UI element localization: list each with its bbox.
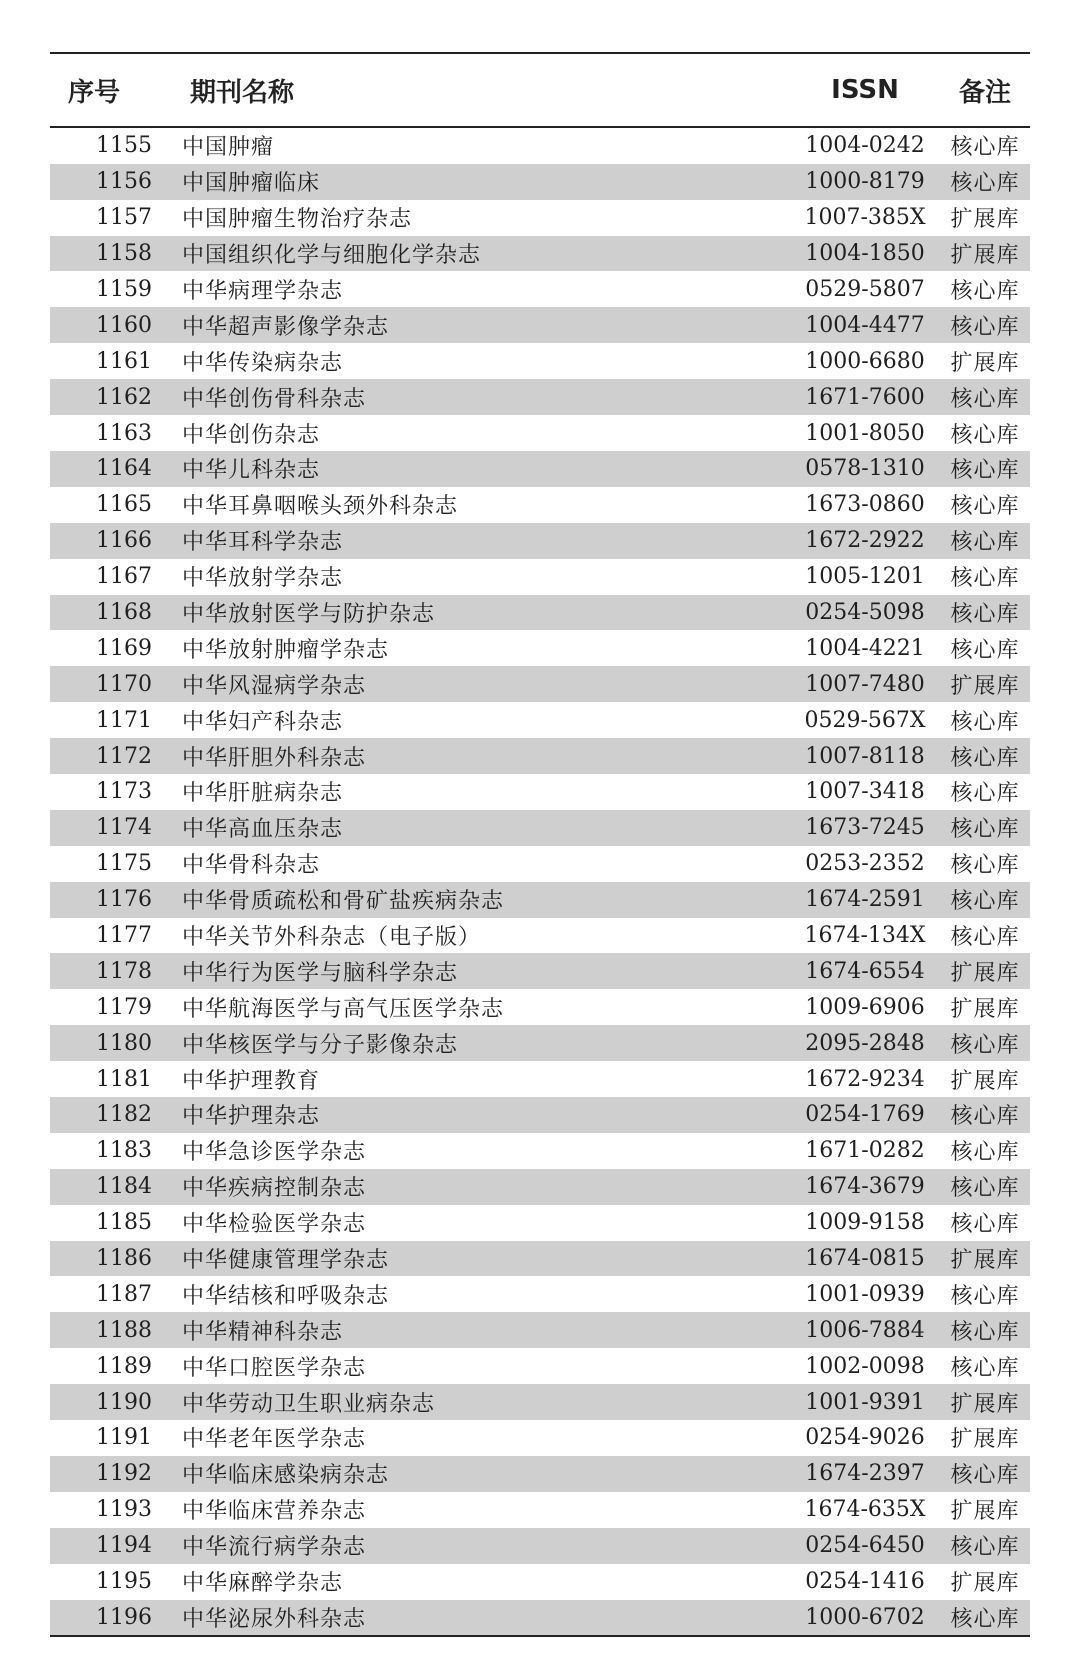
table-row: [50, 630, 1030, 666]
table-row: [50, 1564, 1030, 1600]
cell-journal-name: 中华超声影像学杂志: [182, 314, 390, 340]
header-remarks: 备注: [958, 77, 1011, 108]
table-row: [50, 451, 1030, 487]
table-row: [50, 1492, 1030, 1528]
cell-journal-name: 中华耳鼻咽喉头颈外科杂志: [182, 494, 459, 520]
cell-serial-number: 1168: [96, 599, 152, 625]
table-row: [50, 1528, 1030, 1564]
cell-serial-number: 1196: [96, 1604, 152, 1630]
cell-journal-name: 中华放射肿瘤学杂志: [182, 637, 390, 663]
cell-issn: 1000-8179: [805, 169, 925, 195]
cell-issn: 1001-8050: [805, 420, 925, 446]
cell-issn: 0253-2352: [805, 851, 925, 877]
cell-serial-number: 1183: [96, 1138, 152, 1164]
cell-remarks: 核心库: [950, 781, 1020, 807]
cell-journal-name: 中华麻醉学杂志: [182, 1571, 344, 1597]
cell-remarks: 扩展库: [950, 1391, 1020, 1417]
cell-remarks: 核心库: [950, 422, 1020, 448]
cell-issn: 0529-567X: [804, 707, 926, 733]
cell-issn: 1004-0242: [805, 133, 925, 159]
cell-issn: 0254-1416: [805, 1569, 925, 1595]
cell-remarks: 核心库: [950, 1032, 1020, 1058]
header-issn: ISSN: [831, 75, 899, 105]
table-bottom-rule: [50, 1635, 1030, 1637]
table-row: [50, 774, 1030, 810]
cell-issn: 1004-1850: [805, 241, 925, 267]
cell-serial-number: 1173: [96, 779, 152, 805]
cell-journal-name: 中华疾病控制杂志: [182, 1176, 367, 1202]
cell-serial-number: 1186: [96, 1246, 152, 1271]
table-row: [50, 1384, 1030, 1420]
cell-journal-name: 中华创伤杂志: [182, 422, 321, 448]
table-row: [50, 1169, 1030, 1205]
table-header: [50, 54, 1030, 126]
cell-journal-name: 中华核医学与分子影像杂志: [182, 1032, 459, 1058]
cell-journal-name: 中华耳科学杂志: [182, 530, 344, 556]
table-row: [50, 1277, 1030, 1313]
cell-issn: 1006-7884: [805, 1317, 925, 1343]
cell-issn: 1671-7600: [805, 384, 925, 410]
table-row: [50, 702, 1030, 738]
cell-journal-name: 中华临床营养杂志: [182, 1499, 367, 1525]
cell-serial-number: 1175: [96, 851, 152, 877]
table-row: [50, 379, 1030, 415]
table-row: [50, 559, 1030, 595]
cell-serial-number: 1166: [96, 528, 152, 554]
cell-remarks: 核心库: [950, 709, 1020, 735]
cell-issn: 0578-1310: [805, 456, 925, 482]
cell-remarks: 核心库: [950, 314, 1020, 340]
cell-remarks: 核心库: [950, 566, 1020, 592]
table-row: [50, 1600, 1030, 1636]
cell-serial-number: 1157: [96, 205, 152, 231]
cell-serial-number: 1164: [96, 456, 152, 482]
cell-remarks: 核心库: [950, 458, 1020, 484]
cell-journal-name: 中华泌尿外科杂志: [182, 1606, 367, 1632]
cell-serial-number: 1194: [96, 1533, 152, 1559]
cell-journal-name: 中国组织化学与细胞化学杂志: [182, 243, 482, 269]
cell-remarks: 核心库: [950, 1463, 1020, 1489]
cell-serial-number: 1189: [96, 1353, 152, 1379]
cell-serial-number: 1177: [96, 922, 152, 948]
cell-serial-number: 1180: [96, 1030, 152, 1056]
cell-journal-name: 中华行为医学与脑科学杂志: [182, 960, 459, 986]
cell-issn: 1671-0282: [805, 1138, 925, 1164]
cell-serial-number: 1167: [96, 564, 152, 590]
cell-remarks: 核心库: [950, 817, 1020, 843]
cell-remarks: 扩展库: [950, 243, 1020, 269]
cell-remarks: 核心库: [950, 1176, 1020, 1202]
cell-issn: 0529-5807: [805, 276, 925, 302]
table-row: [50, 1061, 1030, 1097]
cell-journal-name: 中华高血压杂志: [182, 817, 344, 843]
cell-issn: 1674-0815: [805, 1246, 925, 1271]
cell-serial-number: 1158: [96, 241, 152, 267]
cell-issn: 1009-9158: [805, 1210, 925, 1236]
cell-journal-name: 中华传染病杂志: [182, 350, 344, 376]
cell-remarks: 核心库: [950, 494, 1020, 520]
cell-issn: 1004-4221: [805, 635, 925, 661]
cell-issn: 1673-0860: [805, 492, 925, 518]
cell-remarks: 核心库: [950, 601, 1020, 627]
cell-serial-number: 1190: [96, 1389, 152, 1415]
table-row: [50, 810, 1030, 846]
cell-journal-name: 中华结核和呼吸杂志: [182, 1283, 390, 1309]
cell-serial-number: 1184: [96, 1174, 152, 1200]
table-row: [50, 164, 1030, 200]
cell-journal-name: 中华检验医学杂志: [182, 1212, 367, 1238]
cell-remarks: 扩展库: [950, 1427, 1020, 1453]
cell-serial-number: 1193: [96, 1497, 152, 1523]
table-row: [50, 1025, 1030, 1061]
cell-journal-name: 中华妇产科杂志: [182, 709, 344, 735]
cell-journal-name: 中国肿瘤: [182, 135, 275, 161]
cell-serial-number: 1195: [96, 1569, 152, 1595]
cell-serial-number: 1155: [96, 133, 152, 159]
table-row: [50, 415, 1030, 451]
cell-remarks: 扩展库: [950, 1499, 1020, 1525]
header-serial-number: 序号: [68, 77, 121, 108]
table-row: [50, 1420, 1030, 1456]
cell-serial-number: 1174: [96, 815, 152, 841]
cell-journal-name: 中华放射医学与防护杂志: [182, 601, 436, 627]
cell-journal-name: 中华创伤骨科杂志: [182, 386, 367, 412]
cell-serial-number: 1156: [96, 169, 152, 195]
cell-remarks: 扩展库: [950, 350, 1020, 376]
cell-journal-name: 中华劳动卫生职业病杂志: [182, 1391, 436, 1417]
cell-remarks: 核心库: [950, 637, 1020, 663]
cell-remarks: 核心库: [950, 1104, 1020, 1130]
cell-issn: 1000-6680: [805, 348, 925, 374]
cell-serial-number: 1191: [96, 1425, 152, 1451]
cell-remarks: 扩展库: [950, 673, 1020, 699]
table-row: [50, 236, 1030, 272]
cell-serial-number: 1179: [96, 994, 152, 1020]
cell-issn: 1004-4477: [805, 312, 925, 338]
cell-issn: 1673-7245: [805, 815, 925, 841]
cell-issn: 1672-2922: [805, 528, 925, 554]
cell-serial-number: 1169: [96, 635, 152, 661]
cell-remarks: 扩展库: [950, 960, 1020, 986]
cell-remarks: 扩展库: [950, 1571, 1020, 1597]
cell-serial-number: 1182: [96, 1102, 152, 1128]
table-row: [50, 128, 1030, 164]
table-row: [50, 307, 1030, 343]
cell-remarks: 核心库: [950, 1283, 1020, 1309]
table-row: [50, 666, 1030, 702]
cell-journal-name: 中华儿科杂志: [182, 458, 321, 484]
cell-serial-number: 1172: [96, 743, 152, 769]
cell-serial-number: 1162: [96, 384, 152, 410]
cell-journal-name: 中华急诊医学杂志: [182, 1140, 367, 1166]
cell-journal-name: 中华临床感染病杂志: [182, 1463, 390, 1489]
cell-journal-name: 中华关节外科杂志（电子版）: [182, 924, 482, 950]
cell-serial-number: 1165: [96, 492, 152, 518]
cell-remarks: 扩展库: [950, 1068, 1020, 1094]
cell-remarks: 核心库: [950, 1212, 1020, 1238]
cell-journal-name: 中华航海医学与高气压医学杂志: [182, 996, 505, 1022]
cell-issn: 1007-8118: [805, 743, 925, 769]
cell-journal-name: 中华肝脏病杂志: [182, 781, 344, 807]
cell-issn: 1009-6906: [805, 994, 925, 1020]
cell-issn: 0254-5098: [805, 599, 925, 625]
cell-journal-name: 中华健康管理学杂志: [182, 1248, 390, 1273]
cell-remarks: 核心库: [950, 1140, 1020, 1166]
table-row: [50, 487, 1030, 523]
table-row: [50, 738, 1030, 774]
cell-remarks: 核心库: [950, 1319, 1020, 1345]
cell-serial-number: 1161: [96, 348, 152, 374]
cell-serial-number: 1181: [96, 1066, 152, 1092]
cell-issn: 1005-1201: [805, 564, 925, 590]
cell-journal-name: 中国肿瘤生物治疗杂志: [182, 207, 413, 233]
table-row: [50, 343, 1030, 379]
cell-issn: 1674-134X: [804, 922, 926, 948]
cell-journal-name: 中华放射学杂志: [182, 566, 344, 592]
cell-issn: 1007-7480: [805, 671, 925, 697]
cell-issn: 1672-9234: [805, 1066, 925, 1092]
cell-journal-name: 中华老年医学杂志: [182, 1427, 367, 1453]
cell-remarks: 核心库: [950, 1606, 1020, 1632]
journal-table: [50, 52, 1030, 1637]
table-row: [50, 272, 1030, 308]
cell-issn: 1007-385X: [804, 205, 926, 231]
cell-serial-number: 1178: [96, 958, 152, 984]
cell-remarks: 扩展库: [950, 1248, 1020, 1273]
cell-journal-name: 中华病理学杂志: [182, 278, 344, 304]
cell-serial-number: 1176: [96, 887, 152, 913]
table-row: [50, 989, 1030, 1025]
cell-issn: 0254-1769: [805, 1102, 925, 1128]
cell-issn: 1674-2397: [805, 1461, 925, 1487]
table-row: [50, 1133, 1030, 1169]
table-row: [50, 1097, 1030, 1133]
table-row: [50, 846, 1030, 882]
table-row: [50, 918, 1030, 954]
cell-remarks: 核心库: [950, 889, 1020, 915]
cell-journal-name: 中华骨质疏松和骨矿盐疾病杂志: [182, 889, 505, 915]
cell-remarks: 核心库: [950, 386, 1020, 412]
cell-issn: 1002-0098: [805, 1353, 925, 1379]
cell-remarks: 扩展库: [950, 207, 1020, 233]
cell-journal-name: 中国肿瘤临床: [182, 171, 321, 197]
cell-issn: 2095-2848: [805, 1030, 925, 1056]
cell-journal-name: 中华口腔医学杂志: [182, 1355, 367, 1381]
cell-issn: 1001-0939: [805, 1281, 925, 1307]
cell-journal-name: 中华精神科杂志: [182, 1319, 344, 1345]
cell-remarks: 扩展库: [950, 996, 1020, 1022]
cell-journal-name: 中华护理杂志: [182, 1104, 321, 1130]
cell-issn: 1674-635X: [804, 1497, 926, 1523]
cell-remarks: 核心库: [950, 745, 1020, 771]
cell-issn: 1000-6702: [805, 1604, 925, 1630]
table-row: [50, 595, 1030, 631]
table-row: [50, 882, 1030, 918]
table-row: [50, 200, 1030, 236]
cell-serial-number: 1185: [96, 1210, 152, 1236]
cell-journal-name: 中华骨科杂志: [182, 853, 321, 879]
cell-serial-number: 1188: [96, 1317, 152, 1343]
cell-journal-name: 中华风湿病学杂志: [182, 673, 367, 699]
cell-remarks: 核心库: [950, 135, 1020, 161]
table-row: [50, 1205, 1030, 1241]
cell-serial-number: 1159: [96, 276, 152, 302]
table-row: [50, 953, 1030, 989]
table-row: [50, 1456, 1030, 1492]
cell-serial-number: 1160: [96, 312, 152, 338]
cell-issn: 1674-6554: [805, 958, 925, 984]
cell-issn: 1007-3418: [805, 779, 925, 805]
cell-serial-number: 1170: [96, 671, 152, 697]
cell-issn: 1001-9391: [805, 1389, 925, 1415]
cell-issn: 1674-3679: [805, 1174, 925, 1200]
cell-journal-name: 中华流行病学杂志: [182, 1535, 367, 1561]
cell-serial-number: 1187: [96, 1281, 152, 1307]
cell-serial-number: 1163: [96, 420, 152, 446]
cell-remarks: 核心库: [950, 924, 1020, 950]
cell-serial-number: 1171: [96, 707, 152, 733]
cell-remarks: 核心库: [950, 1355, 1020, 1381]
header-journal-name: 期刊名称: [190, 77, 295, 108]
cell-issn: 0254-6450: [805, 1533, 925, 1559]
table-body: [50, 128, 1030, 1635]
cell-journal-name: 中华肝胆外科杂志: [182, 745, 367, 771]
cell-remarks: 核心库: [950, 171, 1020, 197]
table-row: [50, 1312, 1030, 1348]
cell-issn: 1674-2591: [805, 887, 925, 913]
table-row: [50, 523, 1030, 559]
cell-journal-name: 中华护理教育: [182, 1068, 321, 1094]
cell-remarks: 核心库: [950, 278, 1020, 304]
cell-remarks: 核心库: [950, 530, 1020, 556]
cell-serial-number: 1192: [96, 1461, 152, 1487]
cell-remarks: 核心库: [950, 1535, 1020, 1561]
cell-remarks: 核心库: [950, 853, 1020, 879]
table-row: [50, 1241, 1030, 1277]
cell-issn: 0254-9026: [805, 1425, 925, 1451]
table-row: [50, 1348, 1030, 1384]
